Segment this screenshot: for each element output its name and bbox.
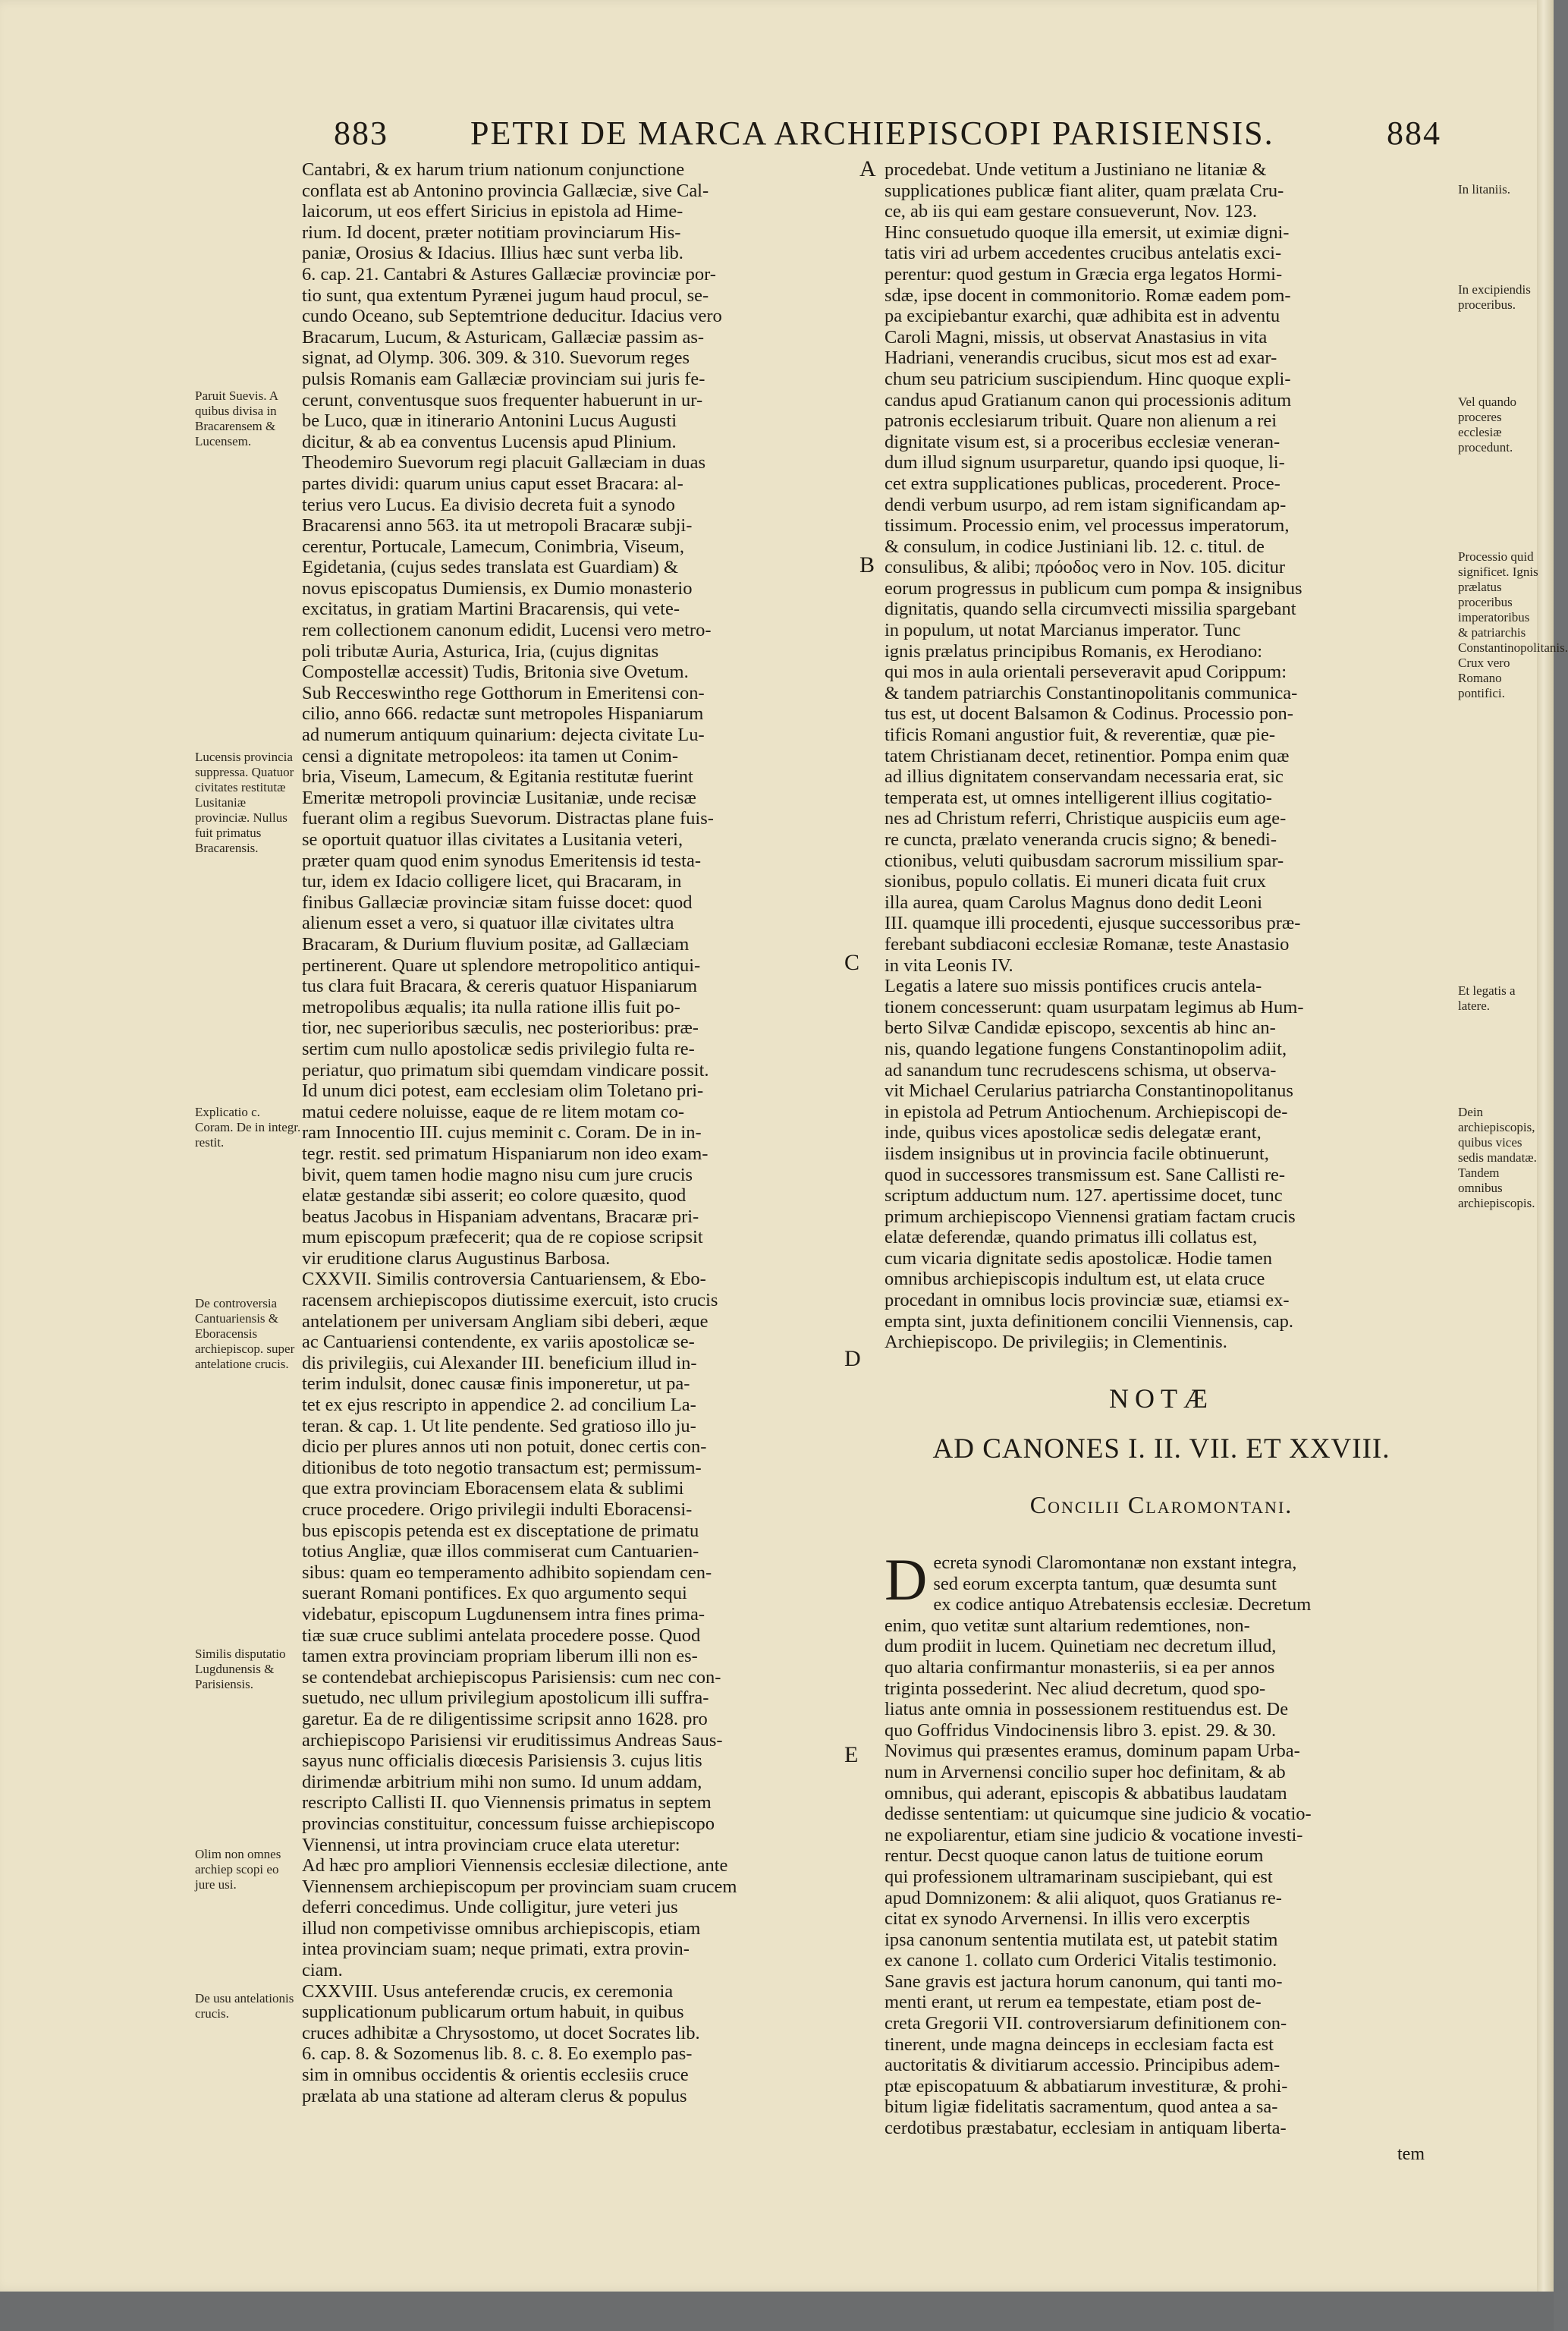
text-line: num in Arvernensi concilio super hoc definitam, & ab [885, 1761, 1286, 1782]
margin-note-left: Olim non omnes archiep scopi eo jure usi. [195, 1847, 281, 1892]
text-line: pulsis Romanis eam Gallæciæ provinciam sui juris fe- [302, 368, 705, 389]
notae-heading: NOTÆ [1109, 1383, 1214, 1414]
text-line: dicitur, & ab ea conventus Lucensis apud Plinium. [302, 431, 677, 452]
text-line: conflata est ab Antonino provincia Gallæciæ, sive Cal- [302, 180, 709, 201]
text-line: ne expoliarentur, etiam sine judicio & vocatione investi- [885, 1824, 1303, 1845]
text-line: tatem Christianam decet, retinentior. Pompa enim quæ [885, 745, 1290, 766]
scanner-background [0, 2292, 1554, 2331]
text-line: fuerant olim a regibus Suevorum. Distractas plane fuis- [302, 808, 714, 829]
text-line: rem collectionem canonum edidit, Lucensi vero metro- [302, 620, 712, 641]
text-line: Caroli Magni, missis, ut observat Anastasius in vita [885, 326, 1268, 348]
text-line: signat, ad Olymp. 306. 309. & 310. Suevorum reges [302, 348, 690, 369]
text-line: in populum, ut notat Marcianus imperator. Tunc [885, 620, 1241, 641]
text-line: omnibus archiepiscopis indultum est, ut elata cruce [885, 1269, 1265, 1290]
text-line: liatus ante omnia in possessionem restituendus est. De [885, 1699, 1289, 1720]
text-line: dignitate visum est, si a proceribus ecclesiæ veneran- [885, 431, 1280, 452]
text-line: Novimus qui præsentes eramus, dominum papam Urba- [885, 1741, 1300, 1762]
text-line: dedisse sententiam: ut quicumque sine judicio & vocatio- [885, 1804, 1312, 1825]
page-title: PETRI DE MARCA ARCHIEPISCOPI PARISIENSIS. [470, 115, 1274, 152]
text-line: ram Innocentio III. cujus meminit c. Coram. De in in- [302, 1122, 702, 1143]
text-line: apud Domnizonem: & alii aliquot, quos Gratianus re- [885, 1887, 1282, 1908]
text-line: Bracarensi anno 563. ita ut metropoli Bracaræ subji- [302, 515, 693, 536]
notae-text [885, 1546, 1438, 2139]
text-line: rescripto Callisti II. quo Viennensis primatus in septem [302, 1792, 712, 1814]
text-line: provincias constituitur, concessum fuisse archiepiscopo [302, 1813, 715, 1834]
text-line: in vita Leonis IV. [885, 955, 1013, 976]
text-line: Hinc consuetudo quoque illa emersit, ut eximiæ digni- [885, 222, 1290, 243]
text-line: be Luco, quæ in itinerario Antonini Lucus Augusti [302, 411, 677, 432]
margin-note-left: Similis disputatio Lugdunensis & Parisiensis. [195, 1647, 286, 1691]
text-line: tificis Romani angustior fuit, & reverentiæ, quæ pie- [885, 725, 1276, 746]
margin-note-right: Vel quando proceres ecclesiæ procedunt. [1458, 395, 1516, 455]
margin-note-right: In litaniis. [1458, 182, 1510, 197]
text-line: ex canone 1. collato cum Orderici Vitalis testimonio. [885, 1950, 1277, 1971]
section-letter-e: E [844, 1742, 859, 1767]
text-line: tet ex ejus rescripto in appendice 2. ad concilium La- [302, 1395, 696, 1416]
text-line: ciam. [302, 1960, 343, 1981]
text-line: tamen extra provinciam propriam liberum illi non es- [302, 1646, 698, 1667]
text-line: nis, quando legatione fungens Constantinopolim adiit, [885, 1038, 1287, 1059]
text-line: consulibus, & alibi; πρόοδος vero in Nov. 105. dicitur [885, 557, 1286, 578]
section-letter-a: A [859, 156, 876, 181]
text-line: bus episcopis petenda est ex disceptatione de primatu [302, 1520, 699, 1541]
margin-note-right: In excipiendis proceribus. [1458, 282, 1531, 312]
text-line: Bracarum, Lucum, & Asturicam, Gallæciæ passim as- [302, 326, 705, 348]
text-line: auctoritatis & divitiarum accessio. Principibus adem- [885, 2055, 1280, 2076]
text-line: procedant in omnibus locis provinciæ suæ, etiamsi ex- [885, 1290, 1290, 1311]
text-line: cerentur, Portucale, Lamecum, Conimbria, Viseum, [302, 536, 684, 557]
text-line: Emeritæ metropoli provinciæ Lusitaniæ, unde recisæ [302, 787, 696, 808]
text-line: ditionibus de toto negotio transactum est; permissum- [302, 1457, 702, 1478]
text-line: ctionibus, veluti quibusdam sacrorum missilium spar- [885, 850, 1284, 871]
text-line: alienum esset a vero, si quatuor illæ civitates ultra [302, 913, 674, 934]
text-line: menti erant, ut rerum ea tempestate, etiam post de- [885, 1992, 1262, 2013]
text-line: cruces adhibitæ a Chrysostomo, ut docet Socrates lib. [302, 2022, 700, 2043]
text-line: intea provinciam suam; neque primati, extra provin- [302, 1939, 690, 1960]
text-line: terim indulsit, donec causæ finis imponeretur, ut pa- [302, 1373, 690, 1395]
text-line: qui mos in aula orientali perseveravit apud Corippum: [885, 662, 1287, 683]
text-line: laicorum, ut eos effert Siricius in epistola ad Hime- [302, 201, 683, 222]
text-line: Sane gravis est jactura horum canonum, qui tanti mo- [885, 1971, 1283, 1992]
text-line: præter quam quod enim synodus Emeritensis id testa- [302, 850, 701, 871]
text-line: pertinerent. Quare ut splendore metropolitico antiqui- [302, 955, 701, 976]
text-line: Legatis a latere suo missis pontifices crucis antela- [885, 976, 1262, 997]
text-line: ad sanandum tunc recrudescens schisma, ut observa- [885, 1059, 1277, 1081]
text-line: terius vero Lucus. Ea divisio decreta fuit a synodo [302, 494, 675, 515]
text-line: dum prodiit in lucem. Quinetiam nec decretum illud, [885, 1636, 1277, 1657]
margin-note-right: Et legatis a latere. [1458, 983, 1516, 1013]
text-line: scriptum adductum num. 127. apertissime docet, tunc [885, 1185, 1283, 1206]
text-line: procedebat. Unde vetitum a Justiniano ne litaniæ & [885, 159, 1267, 180]
text-line: creta Gregorii VII. controversiarum definitionem con- [885, 2013, 1287, 2034]
text-line: pa excipiebantur exarchi, quæ adhibita est in adventu [885, 306, 1280, 327]
text-line: periatur, quo primatum sibi quemdam vindicare possit. [302, 1059, 709, 1081]
text-line: tiæ suæ cruce sublimi antelata procedere posse. Quod [302, 1625, 701, 1646]
council-heading: Concilii Claromontani. [1029, 1491, 1293, 1518]
text-line: nes ad Christum referri, Christique auspiciis eum age- [885, 808, 1287, 829]
text-line: ad numerum antiquum quinarium: dejecta civitate Lu- [302, 725, 705, 746]
text-line: ptæ episcopatuum & abbatiarum investituræ, & prohi- [885, 2075, 1288, 2097]
text-line: quo Goffridus Vindocinensis libro 3. epist. 29. & 30. [885, 1719, 1277, 1741]
text-line: re cuncta, prælato veneranda crucis signo; & benedi- [885, 829, 1277, 850]
margin-note-left: De usu antelationis crucis. [195, 1991, 294, 2021]
text-line: paniæ, Orosius & Idacius. Illius hæc sunt verba lib. [302, 243, 683, 264]
page-number-right: 884 [1387, 115, 1441, 152]
text-line: patronis ecclesiarum tribuit. Quare non alienum a rei [885, 411, 1277, 432]
text-line: Viennensi, ut intra provinciam cruce elata uteretur: [302, 1834, 680, 1855]
text-line: sibus: quam eo temperamento adhibito sopiendam cen- [302, 1562, 712, 1583]
text-line: sertim cum nullo apostolicæ sedis privilegio fulta re- [302, 1038, 695, 1059]
text-line: illa aurea, quam Carolus Magnus dono dedit Leoni [885, 892, 1263, 913]
text-line: Id unum dici potest, eam ecclesiam olim Toletano pri- [302, 1081, 704, 1102]
text-line: rentur. Decst quoque canon latus de tuitione eorum [885, 1845, 1264, 1867]
text-line: que extra provinciam Eboracensem elata & sublimi [302, 1478, 684, 1499]
text-line: vit Michael Cerularius patriarcha Constantinopolitanus [885, 1081, 1293, 1102]
text-line: Viennensem archiepiscopum per provinciam suam crucem [302, 1876, 737, 1897]
text-line: primum archiepiscopo Viennensi gratiam factam crucis [885, 1206, 1296, 1227]
text-line: citat ex synodo Arvernensi. In illis vero excerptis [885, 1908, 1250, 1930]
text-line: supplicationum publicarum ortum habuit, in quibus [302, 2002, 684, 2023]
text-line: se oportuit quatuor illas civitates a Lusitania veteri, [302, 829, 683, 850]
text-line: Sub Recceswintho rege Gotthorum in Emeritensi con- [302, 682, 705, 703]
text-line: quo altaria confirmantur monasteriis, si ea per annos [885, 1656, 1275, 1678]
notae-subheading: AD CANONES I. II. VII. ET XXVIII. [932, 1433, 1390, 1464]
section-letter-d: D [844, 1346, 861, 1371]
text-line: tegr. restit. sed primatum Hispaniarum non ideo exam- [302, 1143, 709, 1164]
section-letter-c: C [844, 950, 860, 975]
text-line: & tandem patriarchis Constantinopolitanis communica- [885, 682, 1298, 703]
text-line: dignitatis, quando sella circumvecti missilia spargebant [885, 599, 1296, 620]
text-line: ipsa canonum sententia mutilata est, ut patebit statim [885, 1929, 1278, 1950]
text-line: Compostellæ accessit) Tudis, Britonia sive Ovetum. [302, 662, 689, 683]
text-line: 6. cap. 8. & Sozomenus lib. 8. c. 8. Eo exemplo pas- [302, 2043, 693, 2065]
text-line: sim in omnibus occidentis & orientis ecclesiis cruce [302, 2065, 689, 2086]
text-line: perentur: quod gestum in Græcia erga legatos Hormi- [885, 263, 1283, 285]
text-line: tior, nec superioribus sæculis, nec posterioribus: præ- [302, 1018, 699, 1039]
text-line: sayus nunc officialis diœcesis Parisiensis 3. cujus litis [302, 1751, 702, 1772]
text-line: & consulum, in codice Justiniani lib. 12. c. titul. de [885, 536, 1265, 557]
text-line: cilio, anno 666. redactæ sunt metropoles Hispaniarum [302, 703, 704, 725]
text-line: empta sint, juxta definitionem concilii Viennensis, cap. [885, 1310, 1293, 1332]
left-text-column [302, 159, 859, 2106]
text-line: temperata est, ut omnes intelligerent illius cogitatio- [885, 787, 1272, 808]
text-line: dirimendæ arbitrium mihi non sumo. Id unum addam, [302, 1771, 702, 1792]
drop-capital: D [885, 1546, 928, 1612]
text-line: novus episcopatus Dumiensis, ex Dumio monasterio [302, 577, 693, 599]
text-line: tinerent, unde magna deinceps in ecclesiam facta est [885, 2034, 1274, 2055]
text-line: cum vicaria dignitate sedis apostolicæ. Hodie tamen [885, 1247, 1272, 1269]
text-line: cerunt, conventusque suos frequenter habuerunt in ur- [302, 389, 703, 411]
text-line: ecreta synodi Claromontanæ non exstant integra, [933, 1552, 1297, 1573]
text-line: in epistola ad Petrum Antiochenum. Archiepiscopi de- [885, 1101, 1288, 1122]
text-line: tissimum. Processio enim, vel processus imperatorum, [885, 515, 1290, 536]
text-line: CXXVII. Similis controversia Cantuariensem, & Ebo- [302, 1269, 706, 1290]
text-line: triginta possederint. Nec aliud decretum, quod spo- [885, 1678, 1266, 1699]
text-line: dum illud signum usurparetur, quando ipsi quoque, li- [885, 452, 1285, 473]
text-line: poli tributæ Auria, Asturica, Iria, (cujus dignitas [302, 640, 659, 662]
text-line: vir eruditione clarus Augustinus Barbosa. [302, 1247, 611, 1269]
text-line: suerant Romani pontifices. Ex quo argumento sequi [302, 1583, 687, 1604]
text-line: deferri concedimus. Unde colligitur, jure veteri jus [302, 1897, 678, 1918]
text-line: suetudo, nec ullum privilegium apostolicum illi suffra- [302, 1688, 709, 1709]
text-line: ignis prælatus principibus Romanis, ex Herodiano: [885, 640, 1263, 662]
text-line: Archiepiscopo. De privilegiis; in Clementinis. [885, 1332, 1227, 1353]
right-text-column [885, 159, 1438, 1353]
page-number-left: 883 [334, 115, 388, 152]
section-letter-b: B [859, 552, 875, 577]
text-line: elatæ gestandæ sibi asserit; eo colore quæsito, quod [302, 1185, 687, 1206]
text-line: archiepiscopo Parisiensi vir eruditissimus Andreas Saus- [302, 1729, 723, 1751]
text-line: Egidetania, (cujus sedes translata est Guardiam) & [302, 557, 678, 578]
text-line: bria, Viseum, Lamecum, & Egitania restitutæ fuerint [302, 766, 693, 788]
text-line: eorum progressus in publicum cum pompa & insignibus [885, 577, 1302, 599]
text-line: antelationem per universam Angliam sibi deberi, æque [302, 1310, 709, 1332]
text-line: berto Silvæ Candidæ episcopo, sexcentis ab hinc an- [885, 1018, 1276, 1039]
text-line: ad illius dignitatem conservandam necessaria erat, sic [885, 766, 1284, 788]
text-line: tus clara fuit Bracara, & cereris quatuor Hispaniarum [302, 976, 698, 997]
text-line: garetur. Ea de re diligentissime scripsit anno 1628. pro [302, 1708, 708, 1729]
text-line: se contendebat archiepiscopus Parisiensis: cum nec con- [302, 1666, 721, 1688]
catchword: tem [1397, 2144, 1425, 2164]
text-line: bitum ligiæ fidelitatis sacramentum, quod antea a sa- [885, 2097, 1278, 2118]
text-line: ce, ab iis qui eam gestare consueverunt, Nov. 123. [885, 201, 1257, 222]
text-line: matui cedere noluisse, eaque de re litem motam co- [302, 1101, 685, 1122]
text-line: prælata ab una statione ad alteram clerus & populus [302, 2085, 687, 2106]
text-line: partes dividi: quarum unius caput esset Bracara: al- [302, 473, 683, 494]
margin-note-left: Lucensis provincia suppressa. Quatuor civitates restitutæ Lusitaniæ provinciæ. Nullus fuit primatus Bracarensis. [195, 750, 294, 855]
text-line: cerdotibus præstabatur, ecclesiam in antiquam liberta- [885, 2118, 1287, 2139]
text-line: Hadriani, venerandis crucibus, sicut mos est ad exar- [885, 348, 1277, 369]
text-line: cruce procedere. Origo privilegii indulti Eboracensi- [302, 1499, 693, 1520]
text-line: dicio per plures annos uti non potuit, donec certis con- [302, 1436, 707, 1458]
margin-note-left: De controversia Cantuariensis & Eboracensis archiepiscop. super antelatione crucis. [195, 1296, 295, 1371]
text-line: Bracaram, & Durium fluvium positæ, ad Gallæciam [302, 933, 690, 955]
text-line: CXXVIII. Usus anteferendæ crucis, ex ceremonia [302, 1980, 674, 2002]
text-line: excitatus, in gratiam Martini Bracarensis, qui vete- [302, 599, 680, 620]
text-line: inde, quibus vices apostolicæ sedis delegatæ erant, [885, 1122, 1262, 1143]
text-line: totius Angliæ, quæ illos commiserat cum Cantuarien- [302, 1541, 699, 1562]
margin-note-left: Paruit Suevis. A quibus divisa in Bracarensem & Lucensem. [195, 388, 278, 448]
text-line: tionem concesserunt: quam usurpatam legimus ab Hum- [885, 996, 1304, 1018]
text-line: beatus Jacobus in Hispaniam adventans, Bracaræ pri- [302, 1206, 699, 1227]
text-line: dis privilegiis, cui Alexander III. beneficium illud in- [302, 1352, 697, 1373]
text-line: 6. cap. 21. Cantabri & Astures Gallæciæ provinciæ por- [302, 263, 716, 285]
text-line: ex codice antiquo Atrebatensis ecclesiæ. Decretum [933, 1594, 1312, 1615]
text-line: dendi verbum usurpo, ad rem istam significandam ap- [885, 494, 1287, 515]
margin-note-left: Explicatio c. Coram. De in integr. restit. [195, 1105, 301, 1150]
text-line: ferebant subdiaconi ecclesiæ Romanæ, teste Anastasio [885, 933, 1290, 955]
text-line: enim, quo vetitæ sunt altarium redemtiones, non- [885, 1615, 1250, 1636]
text-line: tatis viri ad urbem accedentes crucibus antelatis exci- [885, 243, 1282, 264]
text-line: metropolibus æqualis; ita nulla ratione illis fuit po- [302, 996, 680, 1018]
text-line: tus est, ut docent Balsamon & Codinus. Processio pon- [885, 703, 1293, 725]
text-line: illud non competivisse omnibus archiepiscopis, etiam [302, 1917, 701, 1939]
text-line: candus apud Gratianum canon qui processionis aditum [885, 389, 1292, 411]
text-line: tio sunt, qua extentum Pyrænei jugum haud procul, se- [302, 285, 709, 306]
text-line: cundo Oceano, sub Septemtrione deducitur. Idacius vero [302, 306, 722, 327]
text-line: sionibus, populo collatis. Ei muneri dicata fuit crux [885, 871, 1266, 892]
text-line: iisdem insignibus ut in provincia facile obtinuerunt, [885, 1143, 1269, 1164]
text-line: racensem archiepiscopos diutissime exercuit, isto crucis [302, 1290, 718, 1311]
text-line: Theodemiro Suevorum regi placuit Gallæciam in duas [302, 452, 706, 473]
margin-note-right: Processio quid significet. Ignis prælatus proceribus imperatoribus & patriarchis Constantinopolitanis. Crux vero Romano pontifici. [1458, 549, 1568, 700]
text-line: omnibus, qui aderant, episcopis & abbatibus laudatam [885, 1782, 1287, 1804]
text-line: teran. & cap. 1. Ut lite pendente. Sed gratioso illo ju- [302, 1415, 696, 1436]
running-header [334, 114, 1441, 159]
margin-note-right: Dein archiepiscopis, quibus vices sedis mandatæ. Tandem omnibus archiepiscopis. [1458, 1105, 1537, 1210]
text-line: III. quamque illi procedenti, ejusque successoribus præ- [885, 913, 1301, 934]
text-line: sed eorum excerpta tantum, quæ desumta sunt [933, 1573, 1277, 1594]
text-line: cet extra supplicationes publicas, procederent. Proce- [885, 473, 1280, 494]
text-line: ac Cantuariensi contendente, ex variis apostolicæ se- [302, 1332, 695, 1353]
text-line: Cantabri, & ex harum trium nationum conjunctione [302, 159, 685, 180]
text-line: elatæ deferendæ, quando primatus illi collatus est, [885, 1227, 1258, 1248]
text-line: finibus Gallæciæ provinciæ sitam fuisse docet: quod [302, 892, 693, 913]
text-line: censi a dignitate metropoleos: ita tamen ut Conim- [302, 745, 679, 766]
text-line: rium. Id docent, præter notitiam provinciarum His- [302, 222, 681, 243]
text-line: sdæ, ipse docent in commonitorio. Romæ eadem pom- [885, 285, 1291, 306]
text-line: mum episcopum præfecerit; qua de re copiose scripsit [302, 1227, 703, 1248]
text-line: Ad hæc pro ampliori Viennensis ecclesiæ dilectione, ante [302, 1855, 728, 1876]
text-line: qui professionem ultramarinam suscipiebant, qui est [885, 1866, 1273, 1887]
text-line: tur, idem ex Idacio colligere licet, qui Bracaram, in [302, 871, 682, 892]
text-line: supplicationes publicæ fiant aliter, quam prælata Cru- [885, 180, 1284, 201]
text-line: chum seu patricium suscipiendum. Hinc quoque expli- [885, 368, 1291, 389]
text-line: bivit, quem tamen hodie magno nisu cum jure crucis [302, 1164, 693, 1185]
text-line: quod in successores transmissum est. Sane Callisti re- [885, 1164, 1286, 1185]
text-line: videbatur, episcopum Lugdunensem intra fines prima- [302, 1603, 705, 1625]
